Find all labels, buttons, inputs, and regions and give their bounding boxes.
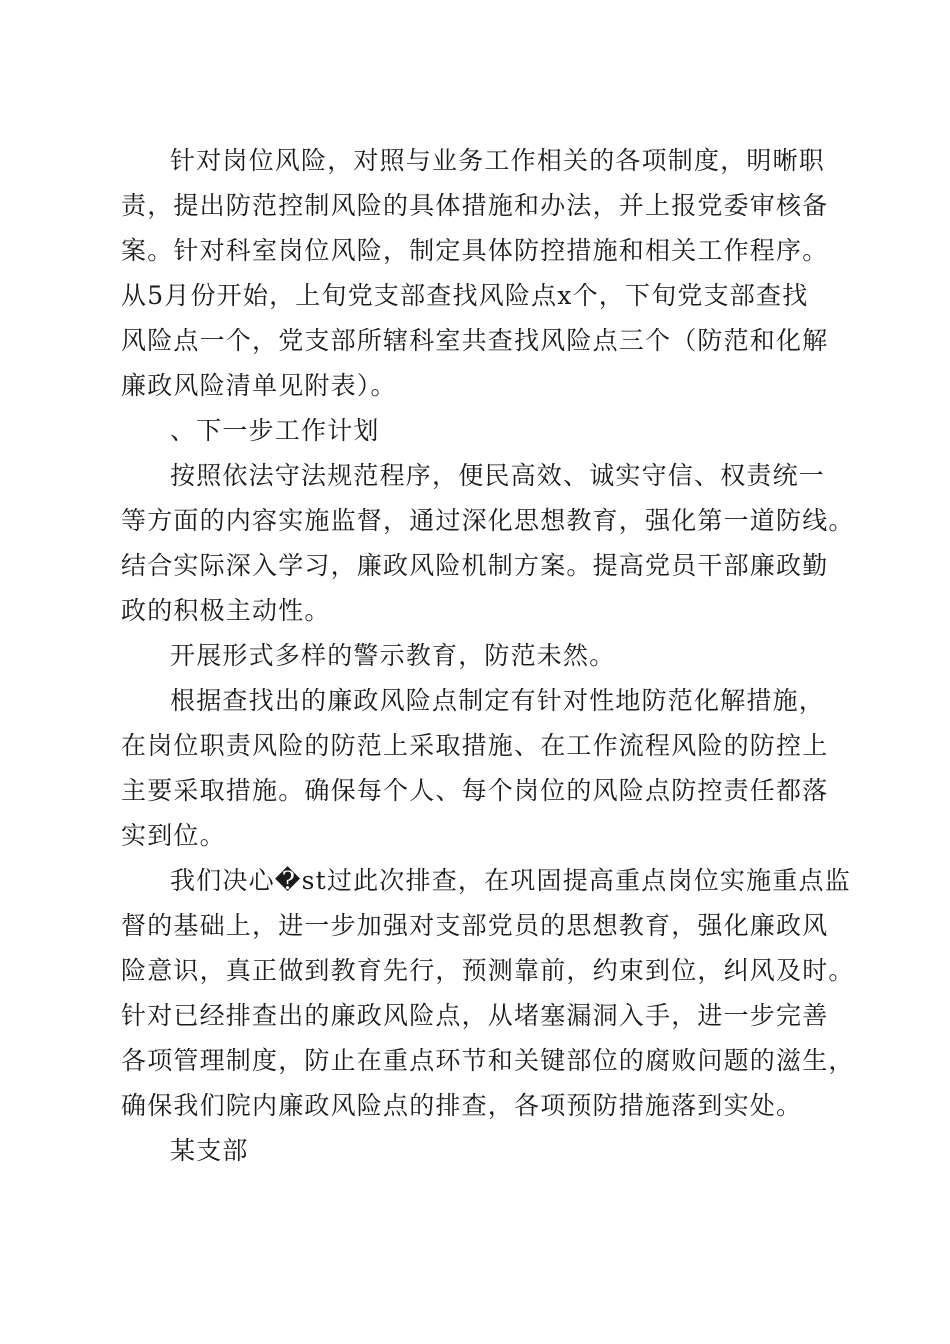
paragraph-1-line-2: 责，提出防范控制风险的具体措施和办法，并上报党委审核备 — [121, 191, 829, 220]
paragraph-4-line-1: 开展形式多样的警示教育，防范未然。 — [170, 641, 616, 670]
paragraph-6-line-2: 督的基础上，进一步加强对支部党员的思想教育，强化廉政风 — [121, 911, 829, 940]
paragraph-3-line-4: 政的积极主动性。 — [121, 596, 331, 625]
paragraph-3-line-3: 结合实际深入学习，廉政风险机制方案。提高党员干部廉政勤 — [121, 551, 829, 580]
paragraph-6-line-6: 确保我们院内廉政风险点的排查，各项预防措施落到实处。 — [121, 1091, 803, 1120]
paragraph-5-line-4: 实到位。 — [121, 821, 226, 850]
section-heading: 、下一步工作计划 — [170, 416, 380, 445]
paragraph-5-line-3: 主要采取措施。确保每个人、每个岗位的风险点防控责任都落 — [121, 776, 829, 805]
paragraph-6-line-1: 我们决心�st过此次排查，在巩固提高重点岗位实施重点监 — [170, 866, 851, 895]
paragraph-3-line-2: 等方面的内容实施监督，通过深化思想教育，强化第一道防线。 — [121, 506, 855, 535]
signature: 某支部 — [170, 1136, 249, 1165]
paragraph-1-line-5: 风险点一个，党支部所辖科室共查找风险点三个（防范和化解 — [121, 326, 829, 355]
paragraph-1-line-4: 从5月份开始，上旬党支部查找风险点x个，下旬党支部查找 — [121, 281, 809, 310]
paragraph-1-line-3: 案。针对科室岗位风险，制定具体防控措施和相关工作程序。 — [121, 236, 829, 265]
paragraph-1-line-6: 廉政风险清单见附表）。 — [121, 371, 397, 400]
paragraph-1-line-1: 针对岗位风险，对照与业务工作相关的各项制度，明晰职 — [170, 146, 826, 175]
paragraph-6-line-5: 各项管理制度，防止在重点环节和关键部位的腐败问题的滋生， — [121, 1046, 855, 1075]
paragraph-3-line-1: 按照依法守法规范程序，便民高效、诚实守信、权责统一 — [170, 461, 826, 490]
paragraph-5-line-2: 在岗位职责风险的防范上采取措施、在工作流程风险的防控上 — [121, 731, 829, 760]
paragraph-6-line-3: 险意识，真正做到教育先行，预测靠前，约束到位，纠风及时。 — [121, 956, 855, 985]
paragraph-6-line-4: 针对已经排查出的廉政风险点，从堵塞漏洞入手，进一步完善 — [121, 1001, 829, 1030]
paragraph-5-line-1: 根据查找出的廉政风险点制定有针对性地防范化解措施， — [170, 686, 826, 715]
